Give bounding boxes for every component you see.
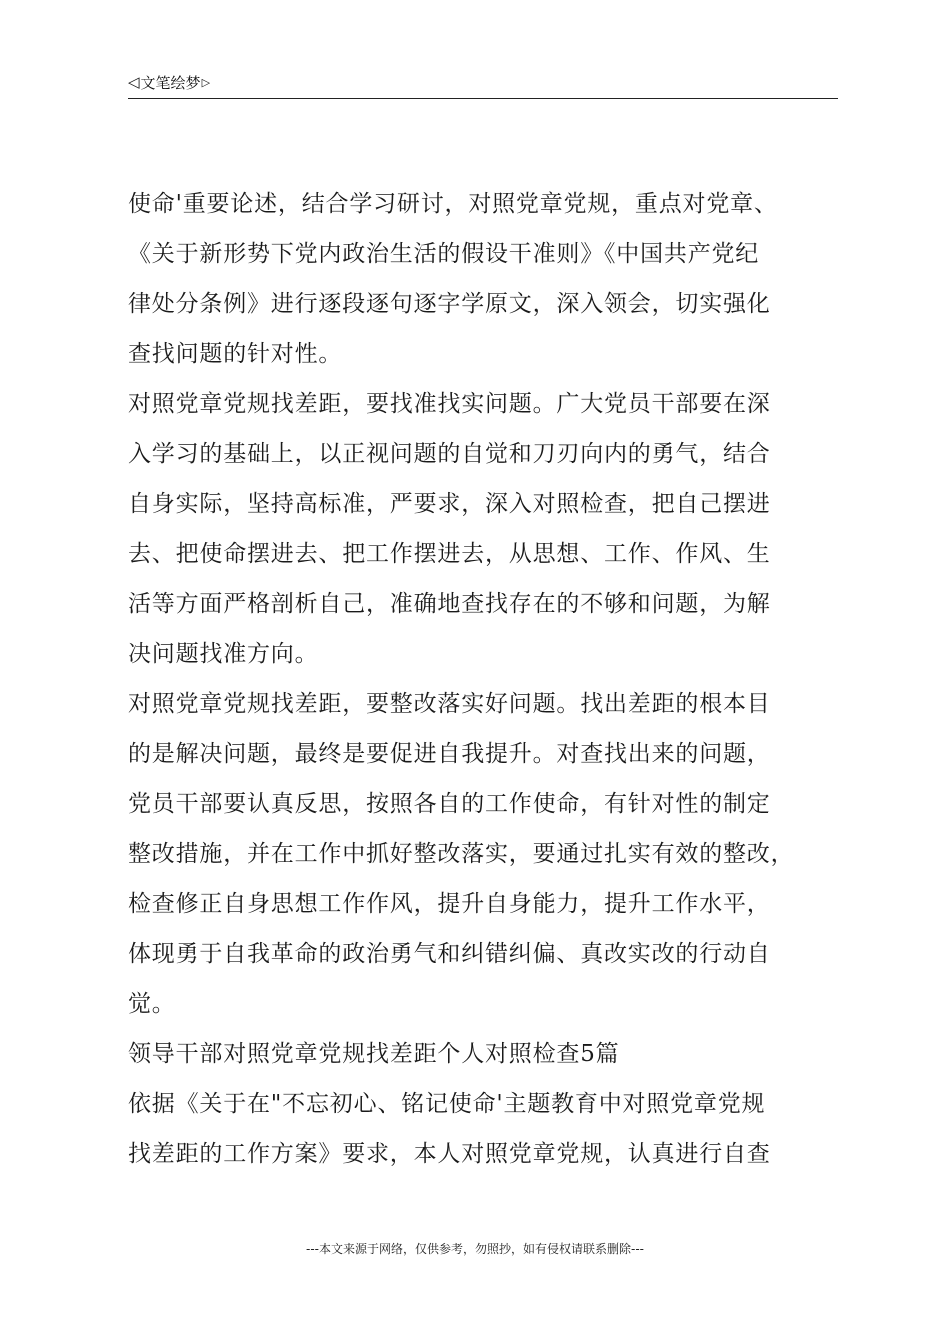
document-body xyxy=(128,184,838,1184)
left-triangle-icon: ◁ xyxy=(128,73,140,91)
body-line: 查找问题的针对性。 xyxy=(128,341,343,367)
body-line: 觉。 xyxy=(128,991,176,1017)
body-line: 去、把使命摆进去、把工作摆进去，从思想、工作、作风、生 xyxy=(128,541,771,567)
body-line: 找差距的工作方案》要求，本人对照党章党规，认真进行自查 xyxy=(128,1141,771,1167)
body-line: 整改措施，并在工作中抓好整改落实，要通过扎实有效的整改， xyxy=(128,841,795,867)
footer-disclaimer: ---本文来源于网络，仅供参考，勿照抄，如有侵权请联系删除--- xyxy=(306,1242,644,1256)
body-line: 律处分条例》进行逐段逐句逐字学原文，深入领会，切实强化 xyxy=(128,291,771,317)
body-line: 对照党章党规找差距，要找准找实问题。广大党员干部要在深 xyxy=(128,391,771,417)
body-line: 党员干部要认真反思，按照各自的工作使命，有针对性的制定 xyxy=(128,791,771,817)
header-title: 文笔绘梦 xyxy=(140,74,201,92)
body-line: 体现勇于自我革命的政治勇气和纠错纠偏、真改实改的行动自 xyxy=(128,941,771,967)
body-line: 决问题找准方向。 xyxy=(128,641,319,667)
section-heading: 领导干部对照党章党规找差距个人对照检查5篇 xyxy=(128,1041,620,1067)
body-line: 对照党章党规找差距，要整改落实好问题。找出差距的根本目 xyxy=(128,691,771,717)
page-header xyxy=(128,72,210,93)
body-line: 活等方面严格剖析自己，准确地查找存在的不够和问题，为解 xyxy=(128,591,771,617)
right-triangle-icon: ▷ xyxy=(201,76,211,89)
header-divider xyxy=(128,98,838,99)
body-line: 入学习的基础上，以正视问题的自觉和刀刃向内的勇气，结合 xyxy=(128,441,771,467)
body-line: 的是解决问题，最终是要促进自我提升。对查找出来的问题， xyxy=(128,741,771,767)
body-line: 自身实际，坚持高标准，严要求，深入对照检查，把自己摆进 xyxy=(128,491,771,517)
body-line: 使命'重要论述，结合学习研讨，对照党章党规，重点对党章、 xyxy=(128,191,778,217)
body-line: 依据《关于在"不忘初心、铭记使命'主题教育中对照党章党规 xyxy=(128,1091,766,1117)
body-line: 《关于新形势下党内政治生活的假设干准则》《中国共产党纪 xyxy=(128,241,760,267)
body-line: 检查修正自身思想工作作风，提升自身能力，提升工作水平， xyxy=(128,891,771,917)
